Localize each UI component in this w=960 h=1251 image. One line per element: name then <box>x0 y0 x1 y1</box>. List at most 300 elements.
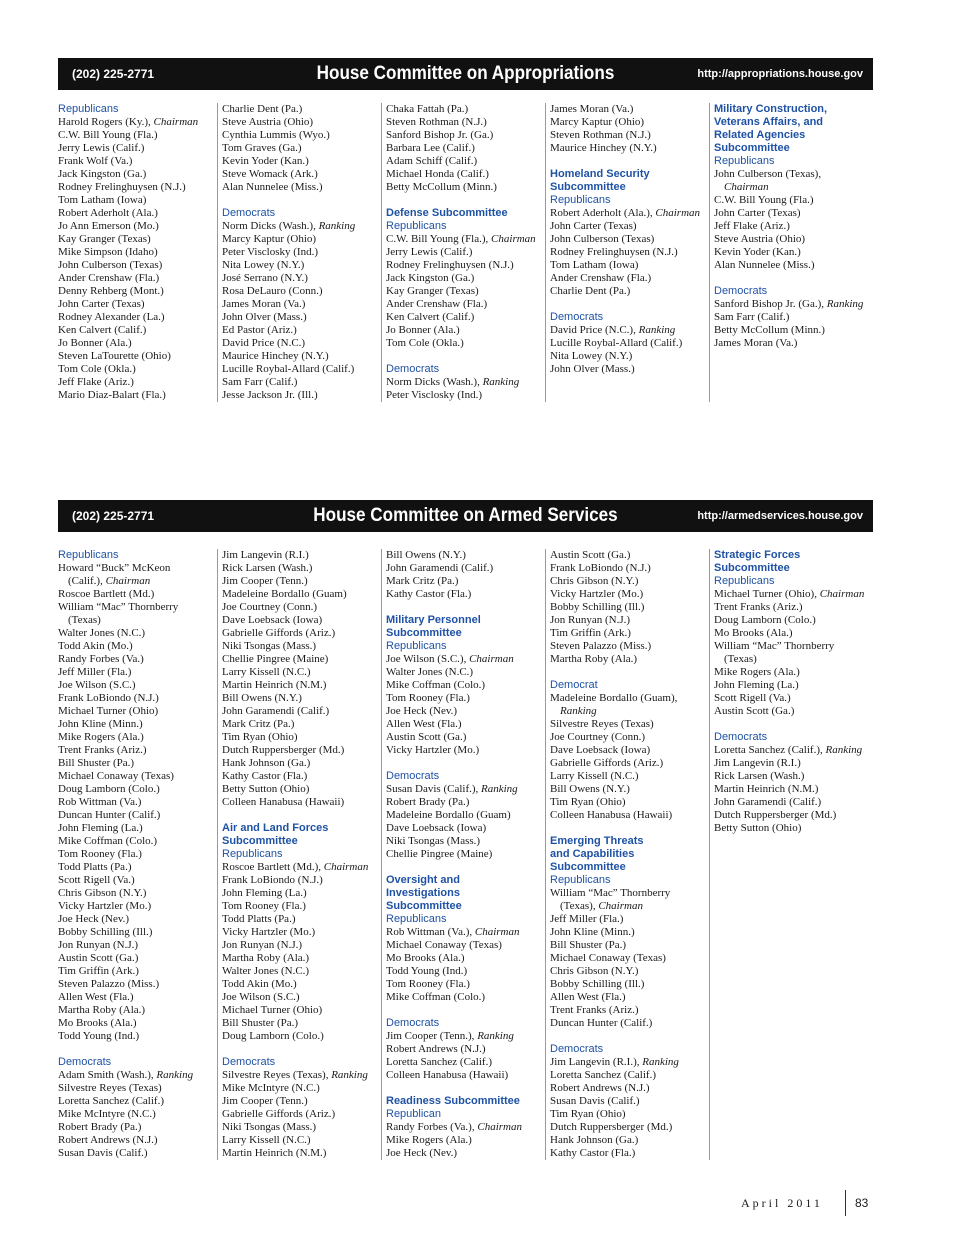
member-role: Ranking <box>156 1069 194 1081</box>
subcommittee-section <box>550 168 705 376</box>
member-name: John Carter (Texas) <box>714 207 801 219</box>
member-name: Chellie Pingree (Maine) <box>222 653 329 665</box>
subcommittee-section <box>386 207 541 402</box>
member-name: Martha Roby (Ala.) <box>550 653 638 665</box>
party-label: Democrats <box>386 1017 440 1029</box>
member-name: Scott Rigell (Va.) <box>714 692 791 704</box>
member-name: Kay Granger (Texas) <box>386 285 479 297</box>
member-name: Howard “Buck” McKeon <box>58 562 171 574</box>
member-name: Robert Andrews (N.J.) <box>58 1134 158 1146</box>
roster-column <box>58 103 217 402</box>
member-name: Allen West (Fla.) <box>58 991 134 1003</box>
subcommittee-heading: Subcommittee <box>386 627 462 639</box>
member-name: Ander Crenshaw (Fla.) <box>550 272 652 284</box>
member-name: Hank Johnson (Ga.) <box>222 757 311 769</box>
member-name: Sanford Bishop Jr. (Ga.) <box>386 129 494 141</box>
party-group <box>386 640 541 757</box>
party-label: Republicans <box>714 575 775 587</box>
subcommittee-heading: Strategic Forces <box>714 549 801 561</box>
subcommittee-section <box>550 103 705 155</box>
party-group <box>714 575 869 718</box>
member-name: Martin Heinrich (N.M.) <box>222 1147 327 1159</box>
member-name: Mike Coffman (Colo.) <box>58 835 158 847</box>
member-name: Joe Courtney (Conn.) <box>550 731 646 743</box>
member-name: Kevin Yoder (Kan.) <box>222 155 309 167</box>
party-label: Republicans <box>714 155 775 167</box>
member-name: Adam Smith (Wash.), Ranking <box>58 1069 194 1081</box>
member-name: Michael Turner (Ohio) <box>58 705 159 717</box>
member-name: Robert Andrews (N.J.) <box>386 1043 486 1055</box>
subcommittee-heading: Related Agencies <box>714 129 806 141</box>
subcommittee-section <box>386 874 541 1082</box>
member-name: Bill Shuster (Pa.) <box>58 757 135 769</box>
subcommittee-section <box>386 549 541 601</box>
member-name: Mike Simpson (Idaho) <box>58 246 158 258</box>
member-name: Jo Ann Emerson (Mo.) <box>58 220 159 232</box>
member-name: Nita Lowey (N.Y.) <box>550 350 633 362</box>
member-name: Dutch Ruppersberger (Md.) <box>550 1121 673 1133</box>
member-name: Chaka Fattah (Pa.) <box>386 103 469 115</box>
member-name: Dave Loebsack (Iowa) <box>222 614 323 626</box>
subcommittee-heading: Air and Land Forces <box>222 822 329 834</box>
subcommittee-heading: Subcommittee <box>222 835 298 847</box>
member-name: Peter Visclosky (Ind.) <box>386 389 482 401</box>
member-name: Chellie Pingree (Maine) <box>386 848 493 860</box>
member-name: Mike Coffman (Colo.) <box>386 679 486 691</box>
subcommittee-section <box>714 549 869 835</box>
committee-header-appropriations <box>58 58 873 90</box>
party-group <box>222 848 377 1043</box>
member-name: Joe Heck (Nev.) <box>386 705 458 717</box>
member-name: Lucille Roybal-Allard (Calif.) <box>222 363 355 375</box>
member-name: Frank Wolf (Va.) <box>58 155 133 167</box>
member-name: Michael Turner (Ohio) <box>222 1004 323 1016</box>
member-name: Rick Larsen (Wash.) <box>714 770 805 782</box>
party-group <box>58 103 213 402</box>
member-name: Robert Brady (Pa.) <box>386 796 470 808</box>
member-name: Jim Langevin (R.I.), Ranking <box>550 1056 679 1068</box>
member-name: Larry Kissell (N.C.) <box>222 1134 311 1146</box>
member-name: Jeff Flake (Ariz.) <box>58 376 134 388</box>
member-name: Madeleine Bordallo (Guam) <box>222 588 347 600</box>
committee-roster-armed-services <box>58 549 873 1160</box>
member-name: Tom Latham (Iowa) <box>58 194 147 206</box>
subcommittee-heading: Subcommittee <box>714 562 790 574</box>
subcommittee-section <box>386 1095 541 1160</box>
roster-column <box>709 549 873 1160</box>
subcommittee-section <box>714 103 869 350</box>
member-name: Maurice Hinchey (N.Y.) <box>550 142 657 154</box>
member-name: Chris Gibson (N.Y.) <box>550 965 639 977</box>
member-name: Randy Forbes (Va.), Chairman <box>386 1121 522 1133</box>
party-group <box>550 679 705 822</box>
member-name: Tom Rooney (Fla.) <box>386 978 470 990</box>
member-name: Martin Heinrich (N.M.) <box>222 679 327 691</box>
subcommittee-heading: Military Construction, <box>714 103 828 115</box>
subcommittee-heading: Homeland Security <box>550 168 650 180</box>
subcommittee-heading: Subcommittee <box>550 861 626 873</box>
member-name: Kathy Castor (Fla.) <box>550 1147 636 1159</box>
member-name: Steven Rothman (N.J.) <box>386 116 487 128</box>
member-name: Loretta Sanchez (Calif.) <box>58 1095 164 1107</box>
member-name: Bill Owens (N.Y.) <box>222 692 302 704</box>
member-name: Tim Griffin (Ark.) <box>58 965 139 977</box>
member-name: Jeff Miller (Fla.) <box>550 913 624 925</box>
member-name: Rosa DeLauro (Conn.) <box>222 285 323 297</box>
subcommittee-section <box>222 822 377 1160</box>
member-name: Susan Davis (Calif.), Ranking <box>386 783 518 795</box>
member-name: David Price (N.C.) <box>222 337 306 349</box>
member-name: Steven Palazzo (Miss.) <box>550 640 652 652</box>
member-name: Mike Rogers (Ala.) <box>714 666 800 678</box>
member-name: Larry Kissell (N.C.) <box>550 770 639 782</box>
committee-title: House Committee on Armed Services <box>313 505 618 526</box>
member-name: John Kline (Minn.) <box>58 718 143 730</box>
member-name: Mike Rogers (Ala.) <box>58 731 144 743</box>
member-name: Dutch Ruppersberger (Md.) <box>714 809 837 821</box>
member-name: Joe Courtney (Conn.) <box>222 601 318 613</box>
committee-url[interactable]: http://appropriations.house.gov <box>697 68 863 80</box>
subcommittee-section <box>222 103 377 402</box>
member-name: Roscoe Bartlett (Md.), Chairman <box>222 861 369 873</box>
member-name: Barbara Lee (Calif.) <box>386 142 475 154</box>
member-name: Austin Scott (Ga.) <box>550 549 631 561</box>
member-name: William “Mac” Thornberry <box>714 640 835 652</box>
roster-column <box>545 103 709 402</box>
party-label: Democrats <box>386 363 440 375</box>
member-name <box>550 705 705 718</box>
member-name: Tom Rooney (Fla.) <box>386 692 470 704</box>
subcommittee-heading: Readiness Subcommittee <box>386 1095 520 1107</box>
member-name: Todd Young (Ind.) <box>58 1030 140 1042</box>
member-name: Susan Davis (Calif.) <box>58 1147 148 1159</box>
member-name: Rodney Alexander (La.) <box>58 311 165 323</box>
member-name: Todd Young (Ind.) <box>386 965 468 977</box>
member-name: Jack Kingston (Ga.) <box>386 272 475 284</box>
roster-column <box>381 103 545 402</box>
member-name: James Moran (Va.) <box>550 103 634 115</box>
party-group <box>550 549 705 666</box>
party-group <box>58 1056 213 1160</box>
member-name: Mike McIntyre (N.C.) <box>222 1082 320 1094</box>
party-group <box>550 103 705 155</box>
roster-column <box>381 549 545 1160</box>
member-name: Tom Cole (Okla.) <box>386 337 464 349</box>
party-group <box>550 311 705 376</box>
member-name: John Culberson (Texas) <box>58 259 163 271</box>
party-label: Democrats <box>550 311 604 323</box>
member-name: Mo Brooks (Ala.) <box>58 1017 137 1029</box>
member-name: William “Mac” Thornberry <box>58 601 179 613</box>
member-name: Bill Owens (N.Y.) <box>550 783 630 795</box>
member-name: Kay Granger (Texas) <box>58 233 151 245</box>
member-name: John Olver (Mass.) <box>222 311 307 323</box>
member-name: Larry Kissell (N.C.) <box>222 666 311 678</box>
issue-date: April 2011 <box>741 1196 823 1210</box>
member-name: Rob Wittman (Va.), Chairman <box>386 926 520 938</box>
member-name: Niki Tsongas (Mass.) <box>222 640 317 652</box>
member-name: Jack Kingston (Ga.) <box>58 168 147 180</box>
member-name: Niki Tsongas (Mass.) <box>386 835 481 847</box>
party-label: Republicans <box>386 220 447 232</box>
member-name: Gabrielle Giffords (Ariz.) <box>222 1108 336 1120</box>
member-role: Ranking <box>560 705 597 717</box>
member-name: Todd Platts (Pa.) <box>58 861 132 873</box>
member-name: Joe Wilson (S.C.), Chairman <box>386 653 514 665</box>
member-name: Cynthia Lummis (Wyo.) <box>222 129 330 141</box>
member-name: Colleen Hanabusa (Hawaii) <box>386 1069 509 1081</box>
member-name: Steve Womack (Ark.) <box>222 168 318 180</box>
party-group <box>386 363 541 402</box>
party-label: Democrats <box>550 1043 604 1055</box>
party-group <box>222 103 377 194</box>
member-name: Silvestre Reyes (Texas), Ranking <box>222 1069 368 1081</box>
member-role: Ranking <box>638 324 676 336</box>
member-role: Ranking <box>826 298 864 310</box>
member-name: Betty McCollum (Minn.) <box>714 324 825 336</box>
subcommittee-section <box>222 549 377 809</box>
member-name: Rick Larsen (Wash.) <box>222 562 313 574</box>
member-name: Marcy Kaptur (Ohio) <box>222 233 317 245</box>
member-name: Harold Rogers (Ky.), Chairman <box>58 116 199 128</box>
member-name: Dave Loebsack (Iowa) <box>386 822 487 834</box>
member-name: Trent Franks (Ariz.) <box>714 601 803 613</box>
party-label: Democrats <box>222 207 276 219</box>
roster-column <box>58 549 217 1160</box>
member-role: Chairman <box>655 207 701 219</box>
party-label: Democrat <box>550 679 598 691</box>
member-name: Duncan Hunter (Calif.) <box>550 1017 653 1029</box>
member-name: Jesse Jackson Jr. (Ill.) <box>222 389 318 401</box>
member-name: Martha Roby (Ala.) <box>222 952 310 964</box>
member-name: Madeleine Bordallo (Guam), <box>550 692 678 704</box>
party-group <box>386 220 541 350</box>
member-name: Frank LoBiondo (N.J.) <box>550 562 651 574</box>
member-name: Jo Bonner (Ala.) <box>386 324 460 336</box>
member-role: Chairman <box>153 116 199 128</box>
subcommittee-heading: Subcommittee <box>550 181 626 193</box>
member-role: Chairman <box>598 900 643 912</box>
party-group <box>386 913 541 1004</box>
member-name: Robert Andrews (N.J.) <box>550 1082 650 1094</box>
member-name: Robert Aderholt (Ala.) <box>58 207 158 219</box>
member-name: Tom Rooney (Fla.) <box>58 848 142 860</box>
member-name: Doug Lamborn (Colo.) <box>58 783 160 795</box>
member-name: John Fleming (La.) <box>58 822 143 834</box>
party-label: Republican <box>386 1108 442 1120</box>
roster-column <box>545 549 709 1160</box>
party-label: Republicans <box>58 103 119 115</box>
member-name: John Culberson (Texas) <box>550 233 655 245</box>
member-name: Maurice Hinchey (N.Y.) <box>222 350 329 362</box>
member-role: Ranking <box>642 1056 679 1068</box>
member-name: Ed Pastor (Ariz.) <box>222 324 297 336</box>
member-name: Chris Gibson (N.Y.) <box>550 575 639 587</box>
party-group <box>222 207 377 402</box>
member-name: Colleen Hanabusa (Hawaii) <box>550 809 673 821</box>
subcommittee-heading: Subcommittee <box>714 142 790 154</box>
member-role: Ranking <box>331 1069 368 1081</box>
member-name: Mo Brooks (Ala.) <box>714 627 793 639</box>
party-label: Republicans <box>550 874 611 886</box>
member-name: Ander Crenshaw (Fla.) <box>386 298 488 310</box>
member-name: Ken Calvert (Calif.) <box>386 311 475 323</box>
subcommittee-heading: and Capabilities <box>550 848 635 860</box>
party-group <box>714 155 869 272</box>
committee-phone: (202) 225-2771 <box>72 509 155 523</box>
member-name: Marcy Kaptur (Ohio) <box>550 116 645 128</box>
member-name <box>714 181 869 194</box>
member-role: Ranking <box>482 376 520 388</box>
member-name: John Garamendi (Calif.) <box>714 796 822 808</box>
member-name: Tom Graves (Ga.) <box>222 142 302 154</box>
member-name: Adam Schiff (Calif.) <box>386 155 478 167</box>
member-name: Joe Wilson (S.C.) <box>58 679 136 691</box>
subcommittee-heading: Investigations <box>386 887 460 899</box>
member-name: Dave Loebsack (Iowa) <box>550 744 651 756</box>
member-name: Betty Sutton (Ohio) <box>222 783 310 795</box>
member-name: Nita Lowey (N.Y.) <box>222 259 305 271</box>
subcommittee-heading: Emerging Threats <box>550 835 644 847</box>
member-name: James Moran (Va.) <box>714 337 798 349</box>
member-name: Steve Austria (Ohio) <box>222 116 314 128</box>
member-name: Austin Scott (Ga.) <box>714 705 795 717</box>
party-label: Democrats <box>222 1056 276 1068</box>
member-name: John Culberson (Texas), <box>714 168 822 180</box>
party-group <box>58 549 213 1043</box>
subcommittee-section <box>386 103 541 194</box>
member-role: Chairman <box>105 575 151 587</box>
member-name: Jim Cooper (Tenn.) <box>222 1095 308 1107</box>
member-name: Bill Shuster (Pa.) <box>550 939 627 951</box>
member-name: Jon Runyan (N.J.) <box>550 614 631 626</box>
member-name: Charlie Dent (Pa.) <box>550 285 631 297</box>
member-name: Gabrielle Giffords (Ariz.) <box>222 627 336 639</box>
member-name: Scott Rigell (Va.) <box>58 874 135 886</box>
member-name: (Texas) <box>68 614 101 626</box>
member-name: Frank LoBiondo (N.J.) <box>222 874 323 886</box>
member-name: Mark Critz (Pa.) <box>386 575 459 587</box>
member-name: Jon Runyan (N.J.) <box>222 939 303 951</box>
member-name: Dutch Ruppersberger (Md.) <box>222 744 345 756</box>
member-role: Chairman <box>819 588 865 600</box>
member-name: Austin Scott (Ga.) <box>386 731 467 743</box>
page-number: 83 <box>855 1196 869 1210</box>
subcommittee-section <box>550 835 705 1160</box>
subcommittee-heading: Oversight and <box>386 874 460 886</box>
member-name: Tom Cole (Okla.) <box>58 363 136 375</box>
member-name: Mike Rogers (Ala.) <box>386 1134 472 1146</box>
member-name: Tim Ryan (Ohio) <box>550 1108 626 1120</box>
member-name: Michael Conaway (Texas) <box>386 939 502 951</box>
member-name: Gabrielle Giffords (Ariz.) <box>550 757 664 769</box>
member-name: Denny Rehberg (Mont.) <box>58 285 164 297</box>
member-name: Joe Heck (Nev.) <box>386 1147 458 1159</box>
party-group <box>386 1108 541 1160</box>
committee-header-armed-services <box>58 500 873 532</box>
member-name: Ander Crenshaw (Fla.) <box>58 272 160 284</box>
committee-url[interactable]: http://armedservices.house.gov <box>697 510 863 522</box>
member-role: Chairman <box>724 181 769 193</box>
member-name: Norm Dicks (Wash.), Ranking <box>222 220 356 232</box>
party-group <box>550 194 705 298</box>
member-name: James Moran (Va.) <box>222 298 306 310</box>
roster-column <box>709 103 873 402</box>
member-name: Michael Honda (Calif.) <box>386 168 489 180</box>
member-name: Jim Langevin (R.I.) <box>222 549 309 561</box>
subcommittee-section <box>58 103 213 402</box>
member-name: Jim Cooper (Tenn.) <box>222 575 308 587</box>
member-name: Alan Nunnelee (Miss.) <box>222 181 323 193</box>
member-name: Todd Platts (Pa.) <box>222 913 296 925</box>
member-name: Mark Critz (Pa.) <box>222 718 295 730</box>
party-group <box>222 549 377 809</box>
member-name: Bobby Schilling (Ill.) <box>550 601 645 613</box>
member-name: Frank LoBiondo (N.J.) <box>58 692 159 704</box>
member-name: C.W. Bill Young (Fla.) <box>714 194 814 206</box>
member-name: Tom Latham (Iowa) <box>550 259 639 271</box>
member-name: Susan Davis (Calif.) <box>550 1095 640 1107</box>
member-name: John Kline (Minn.) <box>550 926 635 938</box>
member-name: (Texas), Chairman <box>560 900 643 912</box>
committee-phone: (202) 225-2771 <box>72 67 155 81</box>
member-name: Chris Gibson (N.Y.) <box>58 887 147 899</box>
member-name: Peter Visclosky (Ind.) <box>222 246 318 258</box>
member-name: John Carter (Texas) <box>58 298 145 310</box>
member-name: Vicky Hartzler (Mo.) <box>222 926 316 938</box>
party-label: Democrats <box>58 1056 112 1068</box>
party-group <box>386 1017 541 1082</box>
member-role: Ranking <box>481 783 518 795</box>
member-name: Trent Franks (Ariz.) <box>58 744 147 756</box>
member-name: Kathy Castor (Fla.) <box>222 770 308 782</box>
member-name: Martha Roby (Ala.) <box>58 1004 146 1016</box>
member-name: Rodney Frelinghuysen (N.J.) <box>58 181 186 193</box>
member-name: John Fleming (La.) <box>714 679 799 691</box>
member-name: Sam Farr (Calif.) <box>222 376 298 388</box>
member-name: (Calif.), Chairman <box>68 575 151 587</box>
member-name: Bill Shuster (Pa.) <box>222 1017 299 1029</box>
member-name: José Serrano (N.Y.) <box>222 272 308 284</box>
member-name: David Price (N.C.), Ranking <box>550 324 676 336</box>
party-group <box>550 874 705 1030</box>
member-name: Walter Jones (N.C.) <box>58 627 146 639</box>
member-role: Chairman <box>469 653 514 665</box>
member-name: Michael Conaway (Texas) <box>550 952 666 964</box>
member-name: Alan Nunnelee (Miss.) <box>714 259 815 271</box>
party-label: Republicans <box>58 549 119 561</box>
subcommittee-section <box>550 549 705 822</box>
member-name: John Carter (Texas) <box>550 220 637 232</box>
member-name: Trent Franks (Ariz.) <box>550 1004 639 1016</box>
member-name: Norm Dicks (Wash.), Ranking <box>386 376 520 388</box>
member-name: Jerry Lewis (Calif.) <box>58 142 145 154</box>
roster-column <box>217 103 381 402</box>
member-role: Chairman <box>491 233 536 245</box>
member-name: Doug Lamborn (Colo.) <box>222 1030 324 1042</box>
party-group <box>386 549 541 601</box>
member-name: Jeff Flake (Ariz.) <box>714 220 790 232</box>
member-name: (Texas) <box>724 653 757 665</box>
member-name: Jim Cooper (Tenn.), Ranking <box>386 1030 514 1042</box>
member-name: C.W. Bill Young (Fla.) <box>58 129 158 141</box>
member-name: Martin Heinrich (N.M.) <box>714 783 819 795</box>
member-name: Robert Aderholt (Ala.), Chairman <box>550 207 701 219</box>
party-label: Democrats <box>714 731 768 743</box>
member-name: Doug Lamborn (Colo.) <box>714 614 816 626</box>
member-name: Lucille Roybal-Allard (Calif.) <box>550 337 683 349</box>
party-group <box>386 103 541 194</box>
